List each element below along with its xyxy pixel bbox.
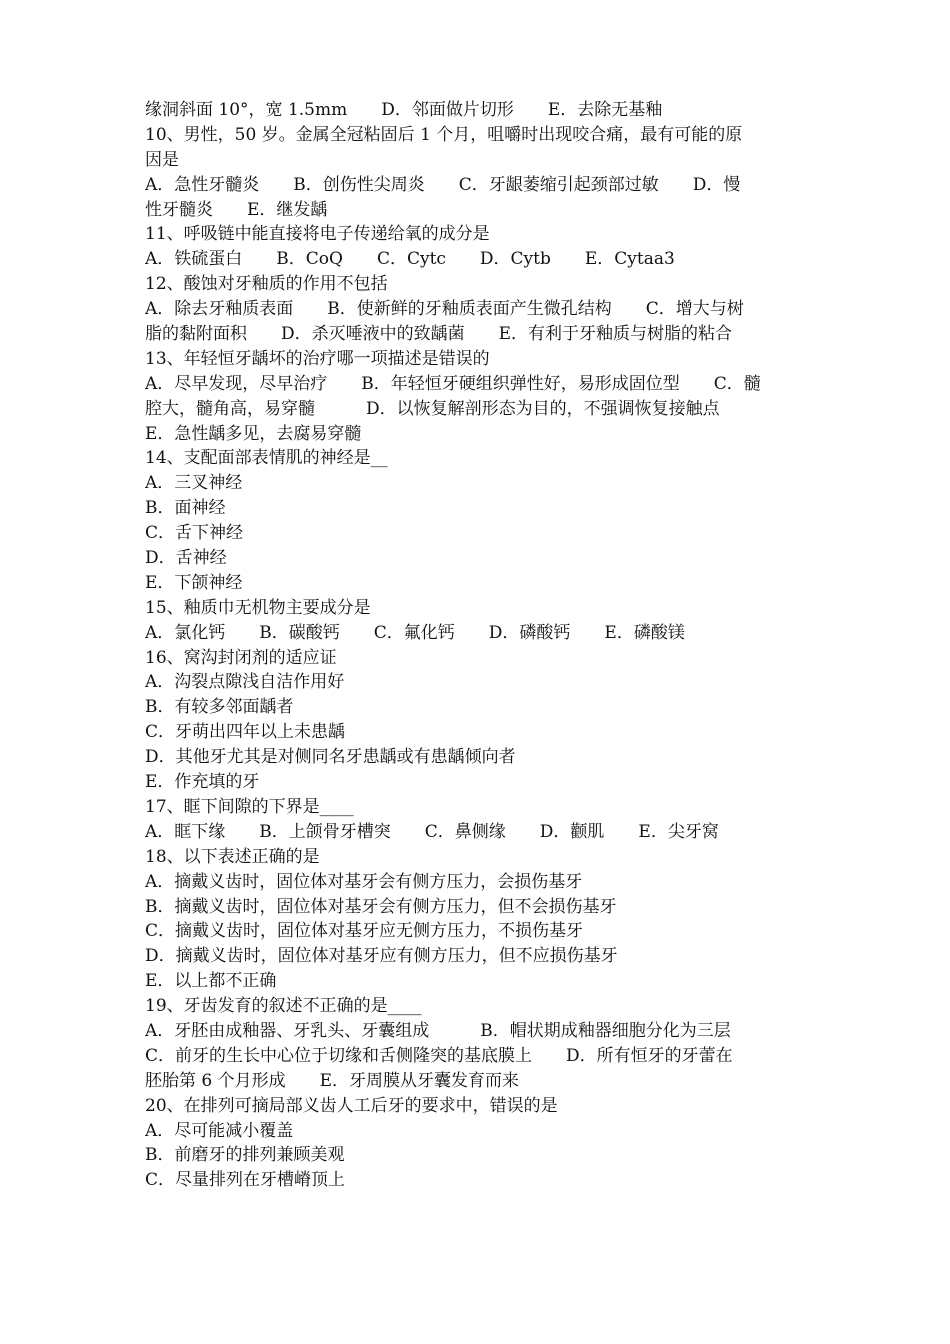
option-line: B．前磨牙的排列兼顾美观 (145, 1145, 345, 1166)
option-line: E．作充填的牙 (145, 772, 260, 793)
option-line: A．尽可能减小覆盖 (145, 1120, 294, 1141)
question-line: 14、支配面部表情肌的神经是__ (145, 448, 388, 469)
option-line: E．以上都不正确 (145, 971, 277, 992)
option-line: E．下颌神经 (145, 572, 243, 593)
option-line: A．三叉神经 (145, 473, 243, 494)
option-line: D．摘戴义齿时，固位体对基牙应有侧方压力，但不应损伤基牙 (145, 946, 618, 967)
question-line: 13、年轻恒牙龋坏的治疗哪一项描述是错误的 (145, 348, 490, 369)
option-line: B．有较多邻面龋者 (145, 697, 294, 718)
option-line: 胚胎第 6 个月形成 E．牙周膜从牙囊发育而来 (145, 1070, 520, 1091)
option-line: 性牙髓炎 E．继发龋 (145, 199, 328, 220)
option-line: A．牙胚由成釉器、牙乳头、牙囊组成 B．帽状期成釉器细胞分化为三层 (145, 1020, 731, 1041)
option-line: A．尽早发现，尽早治疗 B．年轻恒牙硬组织弹性好，易形成固位型 C．髓 (145, 373, 761, 394)
question-line: 17、眶下间隙的下界是____ (145, 796, 354, 817)
question-line: 19、牙齿发育的叙述不正确的是____ (145, 996, 422, 1017)
option-line: E．急性龋多见，去腐易穿髓 (145, 423, 362, 444)
option-line: 脂的黏附面积 D．杀灭唾液中的致龋菌 E．有利于牙釉质与树脂的粘合 (145, 324, 733, 345)
option-line: A．急性牙髓炎 B．创伤性尖周炎 C．牙龈萎缩引起颈部过敏 D．慢 (145, 174, 741, 195)
option-line: C．舌下神经 (145, 523, 244, 544)
question-line: 11、呼吸链中能直接将电子传递给氧的成分是 (145, 224, 490, 245)
question-line: 20、在排列可摘局部义齿人工后牙的要求中，错误的是 (145, 1095, 558, 1116)
option-line: C．前牙的生长中心位于切缘和舌侧隆突的基底膜上 D．所有恒牙的牙蕾在 (145, 1045, 733, 1066)
question-line: 16、窝沟封闭剂的适应证 (145, 647, 337, 668)
question-line: 因是 (145, 149, 179, 170)
question-line: 10、男性，50 岁。金属全冠粘固后 1 个月，咀嚼时出现咬合痛，最有可能的原 (145, 124, 743, 145)
option-line: B．面神经 (145, 498, 226, 519)
option-line: A．沟裂点隙浅自洁作用好 (145, 672, 345, 693)
option-line: D．其他牙尤其是对侧同名牙患龋或有患龋倾向者 (145, 747, 516, 768)
option-line: 腔大，髓角高，易穿髓 D．以恢复解剖形态为目的，不强调恢复接触点 (145, 398, 720, 419)
option-line: C．摘戴义齿时，固位体对基牙应无侧方压力，不损伤基牙 (145, 921, 584, 942)
option-line: A．摘戴义齿时，固位体对基牙会有侧方压力，会损伤基牙 (145, 871, 583, 892)
question-line: 15、釉质巾无机物主要成分是 (145, 597, 371, 618)
option-line: B．摘戴义齿时，固位体对基牙会有侧方压力，但不会损伤基牙 (145, 896, 617, 917)
option-line: A．除去牙釉质表面 B．使新鲜的牙釉质表面产生微孔结构 C．增大与树 (145, 299, 744, 320)
option-line: D．舌神经 (145, 548, 227, 569)
option-line: 缘洞斜面 10°，宽 1.5mm D．邻面做片切形 E．去除无基釉 (145, 100, 663, 120)
question-line: 12、酸蚀对牙釉质的作用不包括 (145, 274, 388, 295)
option-line: C．尽量排列在牙槽嵴顶上 (145, 1170, 346, 1191)
document-page (145, 98, 810, 1193)
option-line: A．铁硫蛋白 B．CoQ C．Cytc D．Cytb E．Cytaa3 (145, 249, 675, 270)
option-line: C．牙萌出四年以上未患龋 (145, 722, 346, 743)
option-line: A．眶下缘 B．上颌骨牙槽突 C．鼻侧缘 D．颧肌 E．尖牙窝 (145, 821, 719, 842)
option-line: A．氯化钙 B．碳酸钙 C．氟化钙 D．磷酸钙 E．磷酸镁 (145, 622, 685, 643)
question-line: 18、以下表述正确的是 (145, 846, 320, 867)
